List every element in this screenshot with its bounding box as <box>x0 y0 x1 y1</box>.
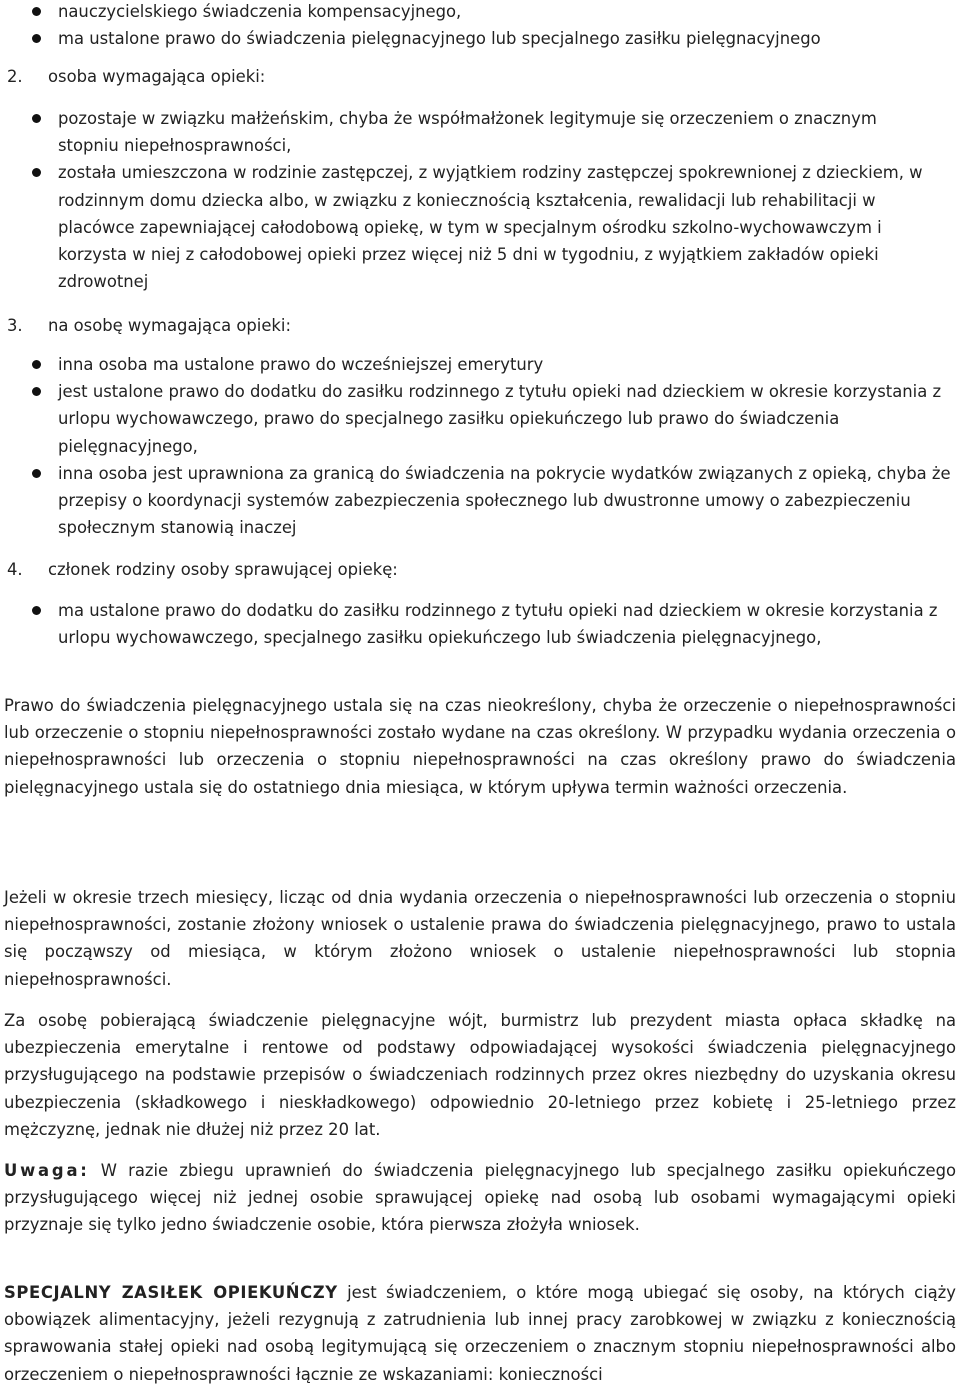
item-title: członek rodziny osoby sprawującej opiekę: <box>48 560 398 579</box>
list-item: pozostaje w związku małżeńskim, chyba że współmałżonek legitymuje się orzeczeniem o znacznym stopniu niepełnosprawności, <box>58 105 938 159</box>
paragraph-za-osobe: Za osobę pobierającą świadczenie pielęgnacyjne wójt, burmistrz lub prezydent miasta opłaca składkę na ubezpieczenia emerytalne i rentowe od podstawy odpowiadającej wysokości świadczenia pielęgnacyjnego przysługującego na podstawie przepisów o świadczeniach rodzinnych przez okres niezbędny do uzyskania okresu ubezpieczenia (składkowego i nieskładkowego) odpowiednio 20-letniego przez kobietę i 25-letniego przez mężczyznę, jednak nie dłużej niż przez 20 lat. <box>4 1011 956 1139</box>
bullet-list-3 <box>4 351 953 541</box>
bullet-list-2 <box>4 105 938 295</box>
bullet-list-continued <box>4 0 958 52</box>
numbered-item-4 <box>4 556 960 583</box>
item-title: osoba wymagająca opieki: <box>48 67 266 86</box>
specjalny-zasilek-heading: SPECJALNY ZASIŁEK OPIEKUŃCZY <box>4 1283 338 1302</box>
numbered-item-2 <box>4 63 960 90</box>
item-number: 2. <box>7 67 23 86</box>
bullet-list-4 <box>4 597 938 651</box>
item-number: 4. <box>7 560 23 579</box>
uwaga-text: W razie zbiegu uprawnień do świadczenia pielęgnacyjnego lub specjalnego zasiłku opiekuńczego przysługującego więcej niż jednej osobie sprawującej opiekę nad osobą lub osobami wymagającymi opieki przyznaje się tylko jedno świadczenie osobie, która pierwsza złożyła wniosek. <box>4 1161 956 1235</box>
item-number: 3. <box>7 316 23 335</box>
list-item: ma ustalone prawo do świadczenia pielęgnacyjnego lub specjalnego zasiłku pielęgnacyjnego <box>58 25 958 52</box>
list-item: jest ustalone prawo do dodatku do zasiłku rodzinnego z tytułu opieki nad dzieckiem w okresie korzystania z urlopu wychowawczego, prawo do specjalnego zasiłku opiekuńczego lub prawo do świadczenia pielęgnacyjnego, <box>58 378 953 460</box>
list-item: nauczycielskiego świadczenia kompensacyjnego, <box>58 0 958 25</box>
uwaga-label: Uwaga: <box>4 1161 90 1180</box>
numbered-item-3 <box>4 312 960 339</box>
specjalny-zasilek-text: jest świadczeniem, o które mogą ubiegać się osoby, na których ciąży obowiązek alimentacyjny, jeżeli rezygnują z zatrudnienia lub innej pracy zarobkowej w związku z koniecznością sprawowania stałej opieki nad osobą legitymującą się orzeczeniem o znacznym stopniu niepełnosprawności albo orzeczeniem o niepełnosprawności łącznie ze wskazaniami: konieczności <box>4 1283 956 1384</box>
paragraph-jezeli: Jeżeli w okresie trzech miesięcy, licząc od dnia wydania orzeczenia o niepełnosprawności lub orzeczenia o stopniu niepełnosprawności, zostanie złożony wniosek o ustalenie prawa do świadczenia pielęgnacyjnego, prawo to ustala się począwszy od miesiąca, w którym złożono wniosek o ustalenie niepełnosprawności lub stopnia niepełnosprawności. <box>4 888 956 989</box>
paragraph-specjalny-zasilek <box>4 1279 956 1388</box>
list-item: została umieszczona w rodzinie zastępczej, z wyjątkiem rodziny zastępczej spokrewnionej z dzieckiem, w rodzinnym domu dziecka albo, w związku z koniecznością kształcenia, rewalidacji lub rehabilitacji w placówce zapewniającej całodobową opiekę, w tym w specjalnym ośrodku szkolno-wychowawczym i korzysta w niej z całodobowej opieki przez więcej niż 5 dni w tygodniu, z wyjątkiem zakładów opieki zdrowotnej <box>58 159 938 295</box>
list-item: inna osoba ma ustalone prawo do wcześniejszej emerytury <box>58 351 953 378</box>
list-item: inna osoba jest uprawniona za granicą do świadczenia na pokrycie wydatków związanych z opieką, chyba że przepisy o koordynacji systemów zabezpieczenia społecznego lub dwustronne umowy o zabezpieczeniu społecznym stanowią inaczej <box>58 460 953 542</box>
paragraph-uwaga <box>4 1157 956 1239</box>
paragraph-prawo: Prawo do świadczenia pielęgnacyjnego ustala się na czas nieokreślony, chyba że orzeczenie o niepełnosprawności lub orzeczenie o stopniu niepełnosprawności zostało wydane na czas określony. W przypadku wydania orzeczenia o niepełnosprawności lub orzeczenia o stopniu niepełnosprawności na czas określony prawo do świadczenia pielęgnacyjnego ustala się do ostatniego dnia miesiąca, w którym upływa termin ważności orzeczenia. <box>4 696 956 797</box>
item-title: na osobę wymagająca opieki: <box>48 316 292 335</box>
list-item: ma ustalone prawo do dodatku do zasiłku rodzinnego z tytułu opieki nad dzieckiem w okresie korzystania z urlopu wychowawczego, specjalnego zasiłku opiekuńczego lub świadczenia pielęgnacyjnego, <box>58 597 938 651</box>
